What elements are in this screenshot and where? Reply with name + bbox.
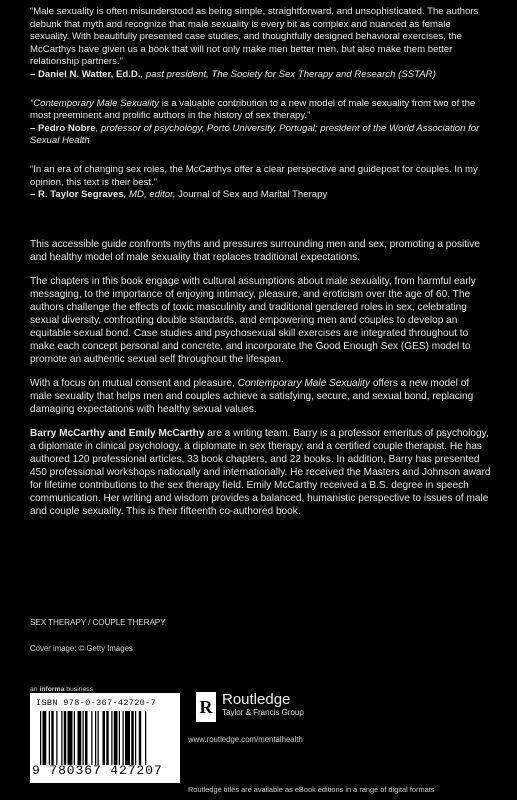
quote-text: “Male sexuality is often misunderstood as being simple, straightforward, and unsophisticated. The authors debunk that myth and recognize that male sexuality is every bit as complex and nuanced as female sexuality. With beautifully presented case studies, and thoughtfully designed behavioral exercises, the McCarthys have given us a book that will not only make men better men, but also make them better relationship partners.”	[30, 6, 479, 68]
cover-image-credit: Cover image: © Getty Images	[30, 644, 133, 653]
quote-book-title: “Contemporary Male Sexuality	[30, 97, 160, 109]
publisher-name: Routledge	[222, 691, 291, 708]
quote-attribution: – Pedro Nobre, professor of psychology, Porto University, Portugal; president of the World Association for Sexual Health	[30, 122, 480, 147]
isbn-label: ISBN 978-0-367-42720-7	[36, 698, 157, 708]
quote-text: is a valuable contribution to a new model of male sexuality from two of the most preeminent and prolific authors in the history of sex therapy.”	[30, 97, 476, 122]
ebook-note: Routledge titles are available as eBook editions in a range of digital formats	[188, 785, 435, 794]
quote-attribution: – Daniel N. Watter, Ed.D., past president, The Society for Sex Therapy and Research (SSTAR)	[30, 68, 436, 80]
svg-text:R: R	[199, 697, 213, 717]
description-paragraph: This accessible guide confronts myths and pressures surrounding men and sex, promoting a positive and healthy model of male sexuality that replaces traditional expectations.	[30, 238, 480, 263]
publisher-group: Taylor & Francis Group	[222, 708, 304, 717]
routledge-r-icon	[196, 692, 216, 722]
quote-text: “In an era of changing sex roles, the McCarthys offer a clear perspective and guidepost for couples. In my opinion, this text is their best.”	[30, 163, 478, 188]
endorsement-quote	[30, 6, 492, 82]
isbn-barcode	[30, 693, 180, 783]
quote-attribution: – R. Taylor Segraves, MD, editor, Journal of Sex and Marital Therapy	[30, 189, 328, 201]
endorsement-quote	[30, 98, 492, 148]
description-paragraph: The chapters in this book engage with cultural assumptions about male sexuality, from harmful early messaging, to the importance of enjoying intimacy, pleasure, and eroticism over the age of 60. The authors challenge the effects of toxic masculinity and traditional gendered roles in sex, celebrating sexual diversity, confronting double standards, and empowering men and couples to develop an equitable sexual bond. Case studies and psychosexual skill exercises are integrated throughout to make each concept personal and concrete, and incorporate the Good Enough Sex (GES) model to promote an authentic sexual self throughout the lifespan.	[30, 275, 476, 365]
barcode-bars-icon	[40, 711, 176, 765]
publisher-url: www.routledge.com/mentalhealth	[188, 735, 303, 744]
subject-category: SEX THERAPY / COUPLE THERAPY	[30, 618, 166, 627]
endorsement-quote	[30, 164, 492, 202]
barcode-digits: 9 780367 427207	[32, 763, 163, 778]
back-cover-text	[30, 6, 492, 529]
author-bio: Barry McCarthy and Emily McCarthy are a writing team. Barry is a professor emeritus of psychology, a diplomate in clinical psychology, a diplomate in sex therapy, and a certified couple therapist. He has authored 120 professional articles, 33 book chapters, and 22 books. In addition, Barry has presented 450 professional workshops nationally and internationally. He received the Masters and Johnson award for lifetime contributions to the sex therapy field. Emily McCarthy received a B.S. degree in speech communication. Her writing and wisdom provides a balanced, humanistic perspective to issues of male and couple sexuality. This is their fifteenth co-authored book.	[30, 427, 491, 517]
informa-business-line: an informa business	[30, 686, 94, 693]
description-paragraph: With a focus on mutual consent and pleasure, Contemporary Male Sexuality offers a new model of male sexuality that helps men and couples achieve a satisfying, secure, and sexual bond, replacing damaging expectations with healthy sexual values.	[30, 377, 474, 415]
